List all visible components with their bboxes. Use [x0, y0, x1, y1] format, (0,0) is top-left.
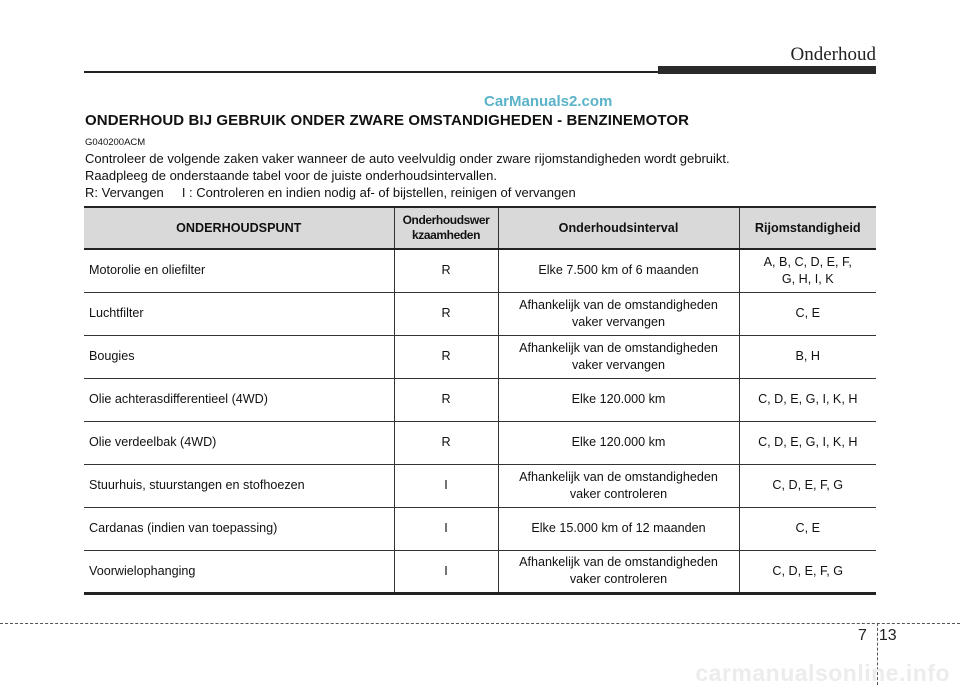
cell-action-line-1: R: [441, 263, 451, 278]
cell-action: [394, 507, 498, 550]
cell-action-line-1: R: [441, 392, 451, 406]
cell-interval-line-2: vaker vervangen: [571, 314, 666, 329]
watermark-bottom: carmanualsonline.info: [695, 660, 950, 686]
header-rule: [84, 71, 658, 73]
table-row: [84, 507, 876, 550]
cell-interval-line-1: Afhankelijk van de omstandigheden: [519, 469, 718, 484]
header-interval: Onderhoudsinterval: [498, 207, 739, 249]
cell-item-line-1: Voorwielophanging: [89, 563, 196, 578]
table-row: [84, 550, 876, 593]
cell-interval-line-1: Afhankelijk van de omstandigheden: [519, 555, 718, 569]
intro-text: [85, 150, 730, 184]
cell-interval-line-1: Afhankelijk van de omstandigheden: [519, 297, 718, 312]
intro-line-1: Controleer de volgende zaken vaker wanneer de auto veelvuldig onder zware rijomstandigheden wordt gebruikt.: [85, 151, 730, 166]
cell-action-line-1: I: [444, 478, 448, 492]
cell-conditions: [739, 550, 876, 593]
cell-item: [84, 335, 394, 378]
section-code: G040200ACM: [85, 137, 146, 148]
footer-rule: [0, 623, 960, 624]
cell-interval-line-1: Elke 15.000 km of 12 maanden: [531, 521, 706, 535]
cell-action-line-1: R: [441, 435, 451, 449]
cell-conditions: [739, 335, 876, 378]
maintenance-table: [84, 206, 876, 595]
header-action: [394, 207, 498, 249]
cell-action: [394, 249, 498, 292]
cell-item: [84, 421, 394, 464]
cell-action: [394, 464, 498, 507]
cell-conditions-line-1: C, D, E, F, G: [772, 563, 844, 578]
cell-interval-line-2: vaker vervangen: [571, 357, 666, 372]
cell-action-line-1: R: [441, 306, 451, 320]
legend-text: R: Vervangen I : Controleren en indien nodig af- of bijstellen, reinigen of vervangen: [85, 185, 576, 200]
header-bar: [658, 66, 876, 74]
cell-conditions-line-1: B, H: [795, 349, 820, 363]
cell-conditions: [739, 249, 876, 292]
cell-action: [394, 335, 498, 378]
intro-line-2: Raadpleeg de onderstaande tabel voor de juiste onderhoudsintervallen.: [85, 168, 497, 183]
cell-interval: [498, 249, 739, 292]
cell-conditions-line-1: A, B, C, D, E, F,: [763, 254, 852, 269]
cell-action-line-1: I: [444, 563, 448, 578]
cell-conditions-line-1: C, D, E, G, I, K, H: [758, 435, 858, 449]
cell-action: [394, 378, 498, 421]
cell-item-line-1: Olie verdeelbak (4WD): [89, 435, 217, 449]
cell-item-line-1: Luchtfilter: [89, 306, 144, 320]
cell-item: [84, 249, 394, 292]
cell-interval-line-1: Elke 7.500 km of 6 maanden: [538, 263, 699, 278]
cell-item: [84, 378, 394, 421]
cell-interval: [498, 292, 739, 335]
cell-interval-line-1: Elke 120.000 km: [571, 392, 666, 406]
table-row: [84, 249, 876, 292]
table-row: [84, 464, 876, 507]
page-number-value: 13: [878, 627, 897, 644]
cell-interval: [498, 335, 739, 378]
cell-conditions-line-1: C, D, E, F, G: [772, 478, 844, 492]
cell-action: [394, 292, 498, 335]
cell-action-line-1: R: [441, 349, 451, 363]
cell-item: [84, 292, 394, 335]
cell-interval: [498, 507, 739, 550]
table-row: [84, 292, 876, 335]
cell-conditions: [739, 507, 876, 550]
cell-item-line-1: Cardanas (indien van toepassing): [89, 521, 278, 535]
page-number: [858, 627, 897, 645]
cell-conditions: [739, 292, 876, 335]
header-action-line-2: kzaamheden: [411, 228, 481, 242]
table-header-row: [84, 207, 876, 249]
cell-conditions: [739, 421, 876, 464]
cell-conditions: [739, 378, 876, 421]
cell-interval: [498, 550, 739, 593]
header-item: ONDERHOUDSPUNT: [176, 220, 302, 235]
cell-item: [84, 507, 394, 550]
cell-interval-line-1: Elke 120.000 km: [571, 435, 666, 449]
cell-interval: [498, 464, 739, 507]
table-row: [84, 335, 876, 378]
cell-item-line-1: Motorolie en oliefilter: [89, 263, 206, 278]
cell-interval-line-1: Afhankelijk van de omstandigheden: [519, 340, 718, 355]
chapter-title: Onderhoud: [790, 44, 876, 65]
section-title: ONDERHOUD BIJ GEBRUIK ONDER ZWARE OMSTANDIGHEDEN - BENZINEMOTOR: [85, 112, 690, 129]
watermark-top: CarManuals2.com: [484, 93, 613, 110]
cell-item-line-1: Olie achterasdifferentieel (4WD): [89, 392, 268, 406]
header-conditions: Rijomstandigheid: [739, 207, 876, 249]
cell-conditions-line-1: C, D, E, G, I, K, H: [758, 392, 858, 406]
cell-conditions-line-1: C, E: [795, 306, 820, 320]
table-row: [84, 421, 876, 464]
cell-interval-line-2: vaker controleren: [569, 572, 668, 586]
cell-conditions-line-2: G, H, I, K: [781, 271, 834, 286]
cell-conditions: [739, 464, 876, 507]
cell-interval: [498, 421, 739, 464]
cell-action-line-1: I: [444, 521, 448, 535]
cell-item-line-1: Bougies: [89, 349, 135, 363]
cell-interval-line-2: vaker controleren: [569, 486, 668, 501]
cell-item-line-1: Stuurhuis, stuurstangen en stofhoezen: [89, 478, 305, 492]
cell-action: [394, 550, 498, 593]
cell-action: [394, 421, 498, 464]
cell-item: [84, 464, 394, 507]
cell-item: [84, 550, 394, 593]
header-action-line-1: Onderhoudswer: [402, 213, 490, 227]
table-row: [84, 378, 876, 421]
cell-interval: [498, 378, 739, 421]
chapter-number: 7: [858, 627, 867, 644]
cell-conditions-line-1: C, E: [795, 521, 820, 535]
